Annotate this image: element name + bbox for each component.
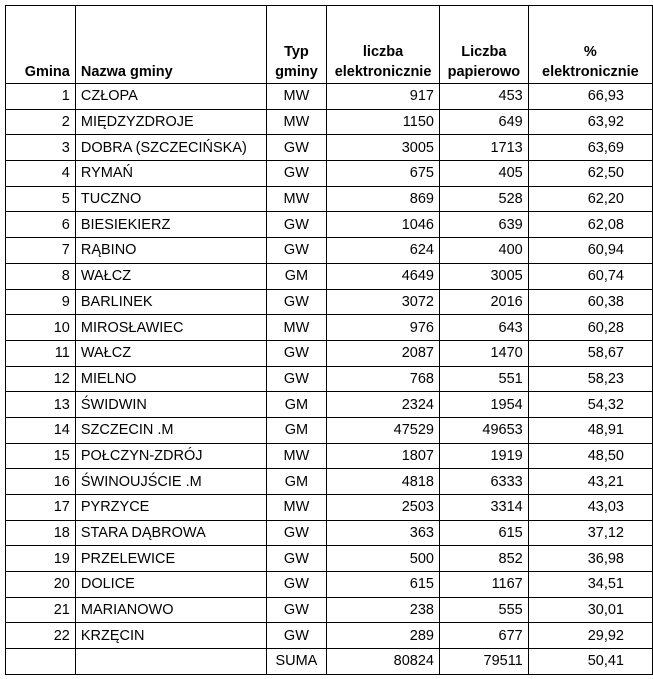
cell-type: GW xyxy=(266,289,326,315)
cell-type: GW xyxy=(266,546,326,572)
cell-elektronicznie: 1807 xyxy=(327,443,440,469)
cell-elektronicznie: 675 xyxy=(327,161,440,187)
cell-number: 10 xyxy=(6,315,76,341)
cell-type: GW xyxy=(266,520,326,546)
cell-procent: 60,74 xyxy=(528,263,652,289)
cell-type: GW xyxy=(266,623,326,649)
cell-papierowo: 528 xyxy=(439,186,528,212)
header-nazwa-gminy: Nazwa gminy xyxy=(75,6,266,84)
table-row xyxy=(6,289,653,315)
table-row xyxy=(6,366,653,392)
cell-papierowo: 405 xyxy=(439,161,528,187)
cell-procent: 62,50 xyxy=(528,161,652,187)
cell-procent: 43,03 xyxy=(528,495,652,521)
cell-name: RYMAŃ xyxy=(75,161,266,187)
table-row xyxy=(6,495,653,521)
table-row xyxy=(6,469,653,495)
cell-papierowo: 6333 xyxy=(439,469,528,495)
cell-name: ŚWINOUJŚCIE .M xyxy=(75,469,266,495)
cell-papierowo: 643 xyxy=(439,315,528,341)
cell-type: GW xyxy=(266,340,326,366)
cell-name: WAŁCZ xyxy=(75,340,266,366)
cell-number: 7 xyxy=(6,238,76,264)
table-row xyxy=(6,161,653,187)
cell-papierowo: 3005 xyxy=(439,263,528,289)
cell-number: 2 xyxy=(6,109,76,135)
cell-papierowo: 677 xyxy=(439,623,528,649)
cell-name: RĄBINO xyxy=(75,238,266,264)
cell-number: 1 xyxy=(6,84,76,110)
cell-name: MIROSŁAWIEC xyxy=(75,315,266,341)
cell-type: GW xyxy=(266,135,326,161)
cell-procent: 62,08 xyxy=(528,212,652,238)
sum-empty-name xyxy=(75,649,266,675)
cell-number: 15 xyxy=(6,443,76,469)
cell-name: DOLICE xyxy=(75,572,266,598)
header-liczba-papierowo xyxy=(439,6,528,84)
cell-type: GM xyxy=(266,469,326,495)
table-row xyxy=(6,417,653,443)
cell-procent: 60,94 xyxy=(528,238,652,264)
cell-number: 14 xyxy=(6,417,76,443)
table-row xyxy=(6,135,653,161)
table-row xyxy=(6,597,653,623)
table-row xyxy=(6,238,653,264)
header-gmina: Gmina xyxy=(6,6,76,84)
sum-empty-no xyxy=(6,649,76,675)
cell-number: 13 xyxy=(6,392,76,418)
cell-type: MW xyxy=(266,443,326,469)
sum-papierowo: 79511 xyxy=(439,649,528,675)
header-procent-elektronicznie xyxy=(528,6,652,84)
header-typ-gminy xyxy=(266,6,326,84)
cell-procent: 62,20 xyxy=(528,186,652,212)
cell-procent: 37,12 xyxy=(528,520,652,546)
cell-procent: 43,21 xyxy=(528,469,652,495)
cell-elektronicznie: 500 xyxy=(327,546,440,572)
cell-elektronicznie: 976 xyxy=(327,315,440,341)
cell-elektronicznie: 869 xyxy=(327,186,440,212)
table-row xyxy=(6,572,653,598)
table-row xyxy=(6,443,653,469)
cell-elektronicznie: 3072 xyxy=(327,289,440,315)
table-row xyxy=(6,623,653,649)
cell-type: GW xyxy=(266,597,326,623)
cell-papierowo: 555 xyxy=(439,597,528,623)
cell-type: MW xyxy=(266,84,326,110)
cell-name: TUCZNO xyxy=(75,186,266,212)
cell-papierowo: 1470 xyxy=(439,340,528,366)
cell-name: STARA DĄBROWA xyxy=(75,520,266,546)
cell-name: ŚWIDWIN xyxy=(75,392,266,418)
cell-procent: 58,67 xyxy=(528,340,652,366)
cell-elektronicznie: 624 xyxy=(327,238,440,264)
sum-row xyxy=(6,649,653,675)
cell-name: BIESIEKIERZ xyxy=(75,212,266,238)
cell-name: MARIANOWO xyxy=(75,597,266,623)
cell-number: 6 xyxy=(6,212,76,238)
cell-papierowo: 453 xyxy=(439,84,528,110)
cell-procent: 58,23 xyxy=(528,366,652,392)
cell-elektronicznie: 238 xyxy=(327,597,440,623)
cell-elektronicznie: 1046 xyxy=(327,212,440,238)
sum-label: SUMA xyxy=(266,649,326,675)
cell-number: 3 xyxy=(6,135,76,161)
header-typ-line1: Typ xyxy=(284,44,309,60)
data-table xyxy=(5,5,653,675)
cell-procent: 48,50 xyxy=(528,443,652,469)
cell-papierowo: 1954 xyxy=(439,392,528,418)
table-row xyxy=(6,186,653,212)
cell-elektronicznie: 768 xyxy=(327,366,440,392)
cell-name: MIELNO xyxy=(75,366,266,392)
cell-elektronicznie: 4818 xyxy=(327,469,440,495)
cell-name: MIĘDZYZDROJE xyxy=(75,109,266,135)
cell-type: GW xyxy=(266,572,326,598)
cell-type: MW xyxy=(266,109,326,135)
cell-elektronicznie: 1150 xyxy=(327,109,440,135)
table-row xyxy=(6,315,653,341)
header-pct-line2: elektronicznie xyxy=(542,64,639,80)
cell-number: 12 xyxy=(6,366,76,392)
cell-procent: 60,28 xyxy=(528,315,652,341)
cell-elektronicznie: 615 xyxy=(327,572,440,598)
cell-type: GM xyxy=(266,392,326,418)
cell-papierowo: 615 xyxy=(439,520,528,546)
cell-number: 5 xyxy=(6,186,76,212)
header-pap-line1: Liczba xyxy=(461,44,507,60)
cell-papierowo: 3314 xyxy=(439,495,528,521)
header-elek-line2: elektronicznie xyxy=(334,64,432,80)
cell-procent: 36,98 xyxy=(528,546,652,572)
table-row xyxy=(6,520,653,546)
cell-procent: 54,32 xyxy=(528,392,652,418)
cell-type: MW xyxy=(266,186,326,212)
sum-elektronicznie: 80824 xyxy=(327,649,440,675)
cell-number: 20 xyxy=(6,572,76,598)
cell-papierowo: 1713 xyxy=(439,135,528,161)
cell-type: GM xyxy=(266,263,326,289)
cell-elektronicznie: 2324 xyxy=(327,392,440,418)
cell-procent: 48,91 xyxy=(528,417,652,443)
cell-elektronicznie: 2087 xyxy=(327,340,440,366)
cell-papierowo: 551 xyxy=(439,366,528,392)
cell-type: MW xyxy=(266,315,326,341)
cell-number: 11 xyxy=(6,340,76,366)
cell-name: DOBRA (SZCZECIŃSKA) xyxy=(75,135,266,161)
table-row xyxy=(6,546,653,572)
cell-name: PYRZYCE xyxy=(75,495,266,521)
cell-number: 16 xyxy=(6,469,76,495)
cell-elektronicznie: 2503 xyxy=(327,495,440,521)
table-row xyxy=(6,340,653,366)
cell-elektronicznie: 4649 xyxy=(327,263,440,289)
cell-type: GM xyxy=(266,417,326,443)
cell-name: CZŁOPA xyxy=(75,84,266,110)
cell-number: 9 xyxy=(6,289,76,315)
cell-number: 8 xyxy=(6,263,76,289)
cell-elektronicznie: 289 xyxy=(327,623,440,649)
cell-type: GW xyxy=(266,161,326,187)
table-row xyxy=(6,263,653,289)
header-pct-line1: % xyxy=(583,44,597,60)
cell-papierowo: 649 xyxy=(439,109,528,135)
cell-number: 4 xyxy=(6,161,76,187)
cell-papierowo: 1919 xyxy=(439,443,528,469)
table-body xyxy=(6,84,653,649)
cell-type: GW xyxy=(266,366,326,392)
table-row xyxy=(6,212,653,238)
cell-procent: 29,92 xyxy=(528,623,652,649)
cell-procent: 34,51 xyxy=(528,572,652,598)
cell-procent: 60,38 xyxy=(528,289,652,315)
cell-procent: 63,92 xyxy=(528,109,652,135)
table-row xyxy=(6,84,653,110)
cell-elektronicznie: 3005 xyxy=(327,135,440,161)
cell-name: WAŁCZ xyxy=(75,263,266,289)
cell-number: 18 xyxy=(6,520,76,546)
cell-name: POŁCZYN-ZDRÓJ xyxy=(75,443,266,469)
header-typ-line2: gminy xyxy=(275,64,318,80)
cell-papierowo: 639 xyxy=(439,212,528,238)
cell-number: 21 xyxy=(6,597,76,623)
cell-number: 17 xyxy=(6,495,76,521)
cell-procent: 63,69 xyxy=(528,135,652,161)
sum-procent: 50,41 xyxy=(528,649,652,675)
cell-papierowo: 400 xyxy=(439,238,528,264)
header-elek-line1: liczba xyxy=(362,44,404,60)
cell-number: 22 xyxy=(6,623,76,649)
header-pap-line2: papierowo xyxy=(447,64,521,80)
header-row xyxy=(6,6,653,84)
cell-type: GW xyxy=(266,238,326,264)
cell-name: KRZĘCIN xyxy=(75,623,266,649)
cell-papierowo: 852 xyxy=(439,546,528,572)
cell-number: 19 xyxy=(6,546,76,572)
cell-elektronicznie: 47529 xyxy=(327,417,440,443)
cell-elektronicznie: 363 xyxy=(327,520,440,546)
cell-type: GW xyxy=(266,212,326,238)
table-row xyxy=(6,392,653,418)
cell-name: SZCZECIN .M xyxy=(75,417,266,443)
cell-elektronicznie: 917 xyxy=(327,84,440,110)
cell-procent: 66,93 xyxy=(528,84,652,110)
table-row xyxy=(6,109,653,135)
cell-procent: 30,01 xyxy=(528,597,652,623)
header-liczba-elektronicznie xyxy=(327,6,440,84)
cell-papierowo: 1167 xyxy=(439,572,528,598)
cell-papierowo: 2016 xyxy=(439,289,528,315)
cell-name: BARLINEK xyxy=(75,289,266,315)
cell-type: MW xyxy=(266,495,326,521)
cell-papierowo: 49653 xyxy=(439,417,528,443)
cell-name: PRZELEWICE xyxy=(75,546,266,572)
